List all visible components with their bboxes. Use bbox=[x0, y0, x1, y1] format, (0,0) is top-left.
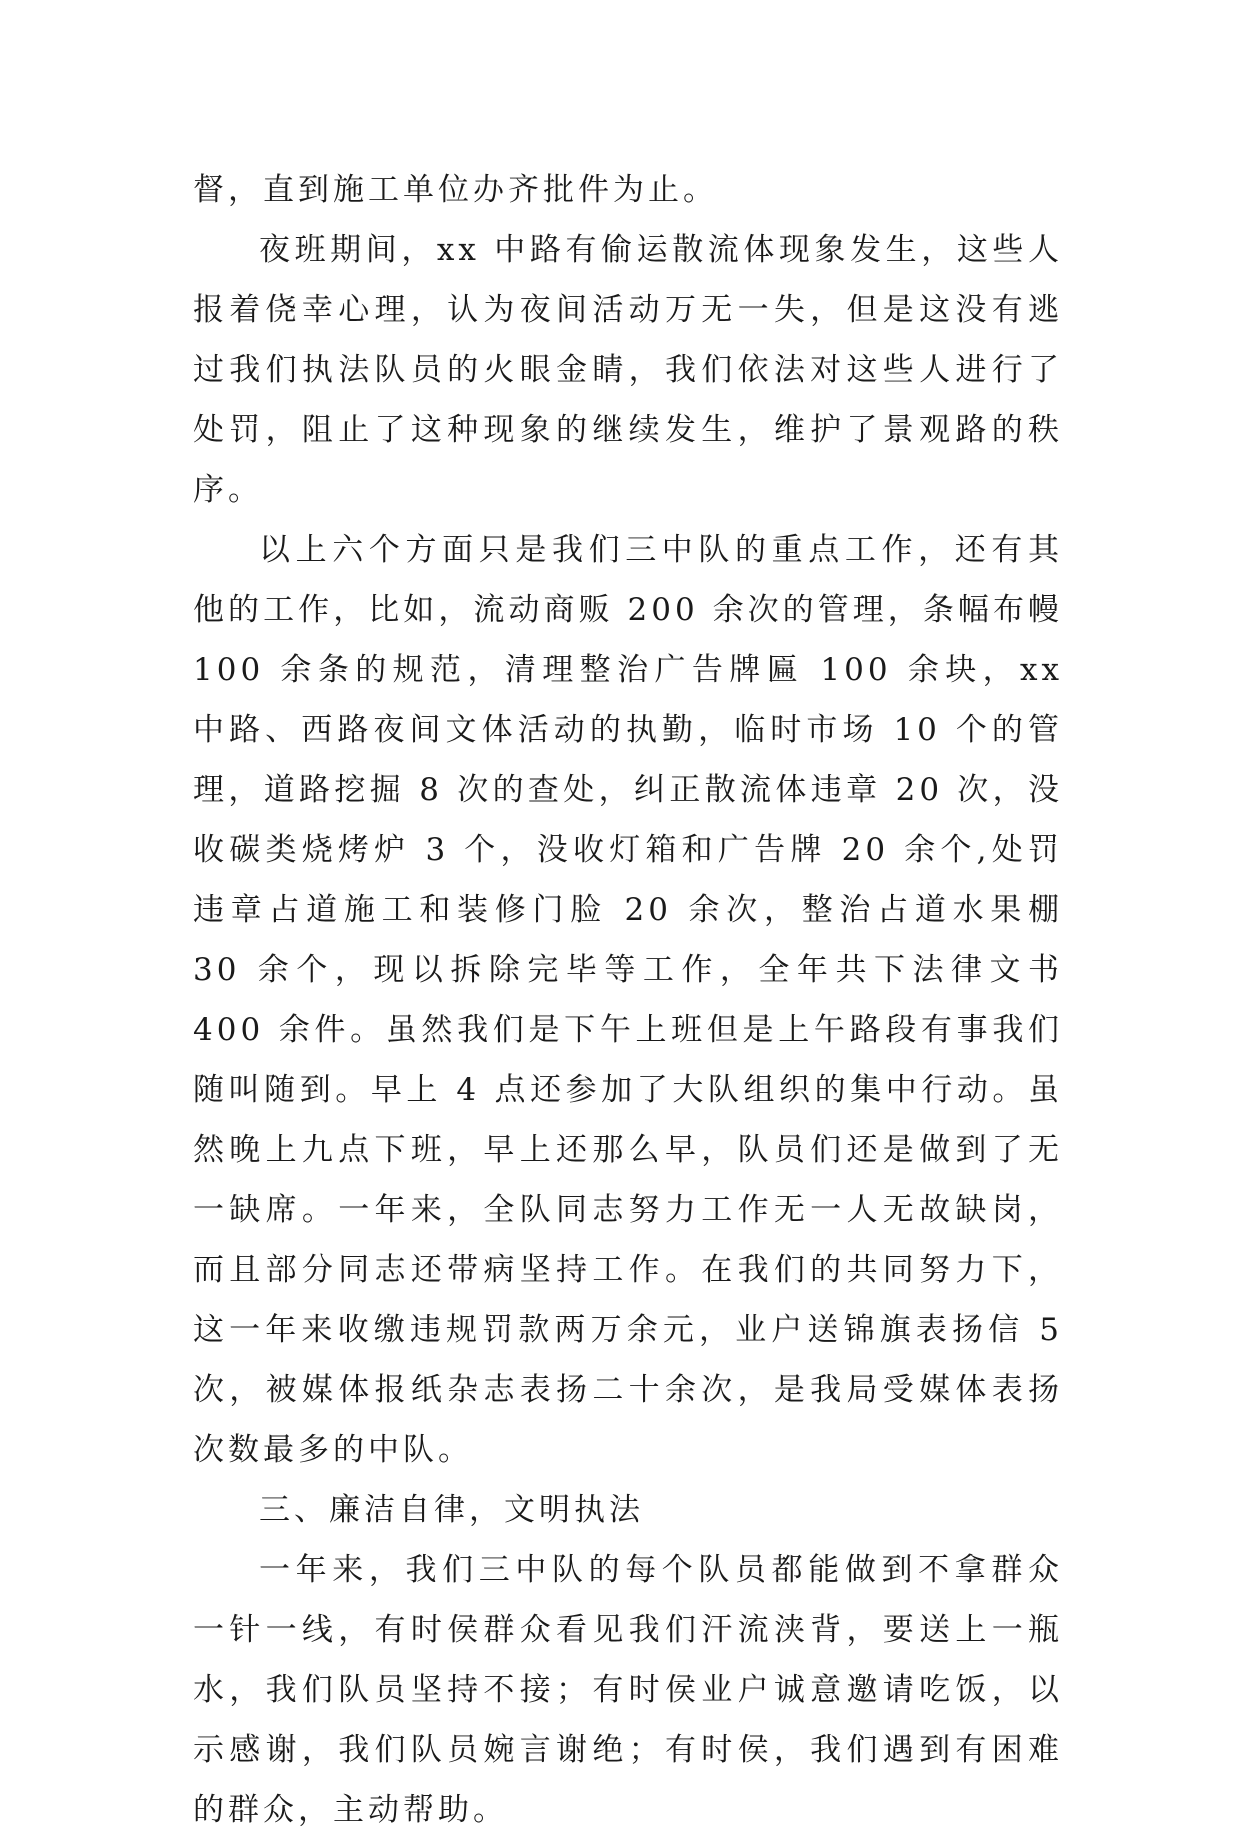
text-line: 然晚上九点下班，早上还那么早，队员们还是做到了无一缺 bbox=[193, 1132, 1063, 1228]
text-line: 夜班期间，xx 中路有偷运散流体现象发生，这些人报着 bbox=[193, 232, 1063, 328]
section-heading bbox=[193, 1480, 1063, 1540]
text-line: 法律文书 400 余件。虽然我们是下午上班但是上午路段有事 bbox=[193, 952, 1063, 1048]
text-line: 队员坚持不接；有时侯业户诚意邀请吃饭，以示感谢，我们 bbox=[193, 1672, 1063, 1768]
text-line: 整治占道水果棚 30 余个，现以拆除完毕等工作，全年共下 bbox=[193, 892, 1064, 988]
text-line: 体活动的执勤，临时市场 10 个的管理，道路挖掘 8 次的查 bbox=[193, 712, 1063, 808]
text-line: 的规范，清理整治广告牌匾 100 余块，xx 中路、西路夜间文 bbox=[193, 652, 1063, 748]
paragraph-night-shift bbox=[193, 220, 1063, 520]
text-line: 箱和广告牌 20 余个,处罚违章占道施工和装修门脸 20 余次， bbox=[193, 832, 1063, 928]
text-line: 法队员的火眼金睛，我们依法对这些人进行了处罚，阻止了 bbox=[193, 352, 1063, 448]
text-line: 我们随叫随到。早上 4 点还参加了大队组织的集中行动。虽 bbox=[193, 1012, 1063, 1108]
text-line: 这种现象的继续发生，维护了景观路的秩序。 bbox=[193, 412, 1064, 508]
text-line: 一线，有时侯群众看见我们汗流浃背，要送上一瓶水，我们 bbox=[193, 1612, 1063, 1708]
text-line: 工作，比如，流动商贩 200 余次的管理，条幅布幔 100 余条 bbox=[193, 592, 1063, 688]
text-line: 处，纠正散流体违章 20 次，没收碳类烧烤炉 3 个，没收灯 bbox=[193, 772, 1064, 868]
paragraph-integrity bbox=[193, 1540, 1063, 1840]
text-line: 一年来，我们三中队的每个队员都能做到不拿群众一针 bbox=[193, 1552, 1063, 1648]
document-body bbox=[193, 160, 1063, 1840]
text-line: 志表扬二十余次，是我局受媒体表扬次数最多的中队。 bbox=[193, 1372, 1064, 1468]
heading-text: 三、廉洁自律，文明执法 bbox=[259, 1492, 644, 1528]
paragraph-continuation bbox=[193, 160, 1063, 220]
paragraph-other-work bbox=[193, 520, 1063, 1480]
text-line: 以上六个方面只是我们三中队的重点工作，还有其他的 bbox=[193, 532, 1063, 628]
text-line: 督，直到施工单位办齐批件为止。 bbox=[193, 172, 718, 208]
text-line: 侥幸心理，认为夜间活动万无一失，但是这没有逃过我们执 bbox=[193, 292, 1063, 388]
text-line: 违规罚款两万余元，业户送锦旗表扬信 5 次，被媒体报纸杂 bbox=[193, 1312, 1064, 1408]
text-line: 席。一年来，全队同志努力工作无一人无故缺岗，而且部分 bbox=[193, 1192, 1063, 1288]
text-line: 队员婉言谢绝；有时侯，我们遇到有困难的群众，主动帮助。 bbox=[193, 1732, 1064, 1828]
text-line: 同志还带病坚持工作。在我们的共同努力下，这一年来收缴 bbox=[193, 1252, 1063, 1348]
